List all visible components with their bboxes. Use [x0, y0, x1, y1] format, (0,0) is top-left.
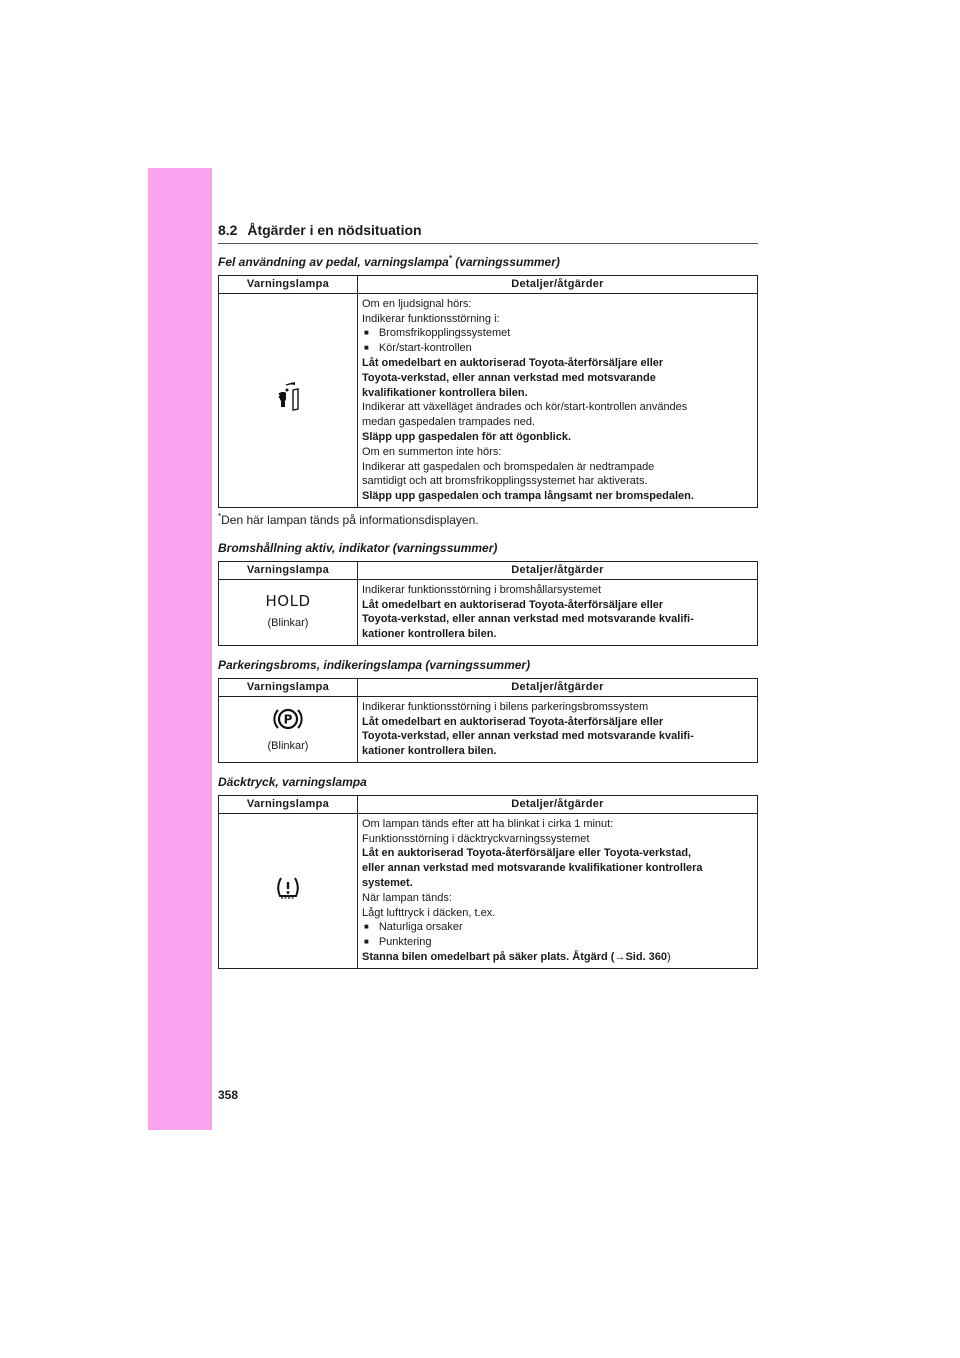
detail-line: samtidigt och att bromsfrikopplingssystemet har aktiverats.: [362, 475, 648, 488]
table-header-row: [219, 276, 758, 294]
parking-brake-table: [218, 678, 758, 763]
side-color-strip: [148, 168, 212, 1130]
detail-line: Indikerar funktionsstörning i bromshållarsystemet: [362, 583, 602, 596]
lamp-column-header: Varningslampa: [219, 276, 358, 294]
detail-line: medan gaspedalen trampades ned.: [362, 416, 536, 429]
detail-line: Indikerar funktionsstörning i bilens parkeringsbromssystem: [362, 700, 649, 713]
hold-indicator-icon: HOLD: [265, 591, 311, 610]
table1-footnote-mark: *: [448, 254, 452, 263]
section-number: 8.2: [218, 222, 238, 238]
details-cell: [358, 813, 758, 968]
section-title: Åtgärder i en nödsituation: [247, 222, 422, 238]
lamp-cell: [219, 813, 358, 968]
page-number: 358: [218, 1088, 239, 1102]
table4-title: Däcktryck, varningslampa: [218, 774, 367, 789]
table3-title: Parkeringsbroms, indikeringslampa (varningssummer): [218, 657, 531, 672]
tire-pressure-warning-icon: [273, 875, 303, 906]
footnote: [218, 512, 758, 527]
detail-line: ■ Naturliga orsaker: [362, 920, 753, 935]
table-header-row: [219, 795, 758, 813]
details-column-header: Detaljer/åtgärder: [358, 276, 758, 294]
table1-title-suffix: (varningssummer): [455, 255, 560, 269]
svg-text:P: P: [283, 712, 293, 727]
details-column-header: Detaljer/åtgärder: [358, 561, 758, 579]
blink-note: (Blinkar): [267, 740, 309, 753]
detail-line: Lågt lufttryck i däcken, t.ex.: [362, 906, 496, 919]
table1-title-text: Fel användning av pedal, varningslampa: [218, 255, 449, 269]
details-lines: [362, 817, 753, 950]
detail-line: Indikerar funktionsstörning i:: [362, 312, 500, 325]
lamp-column-header: Varningslampa: [219, 678, 358, 696]
detail-line: Om lampan tänds efter att ha blinkat i cirka 1 minut:: [362, 817, 614, 830]
details-cell: [358, 579, 758, 645]
detail-line: Toyota-verkstad, eller annan verkstad med motsvarande kvalifi-: [362, 613, 694, 626]
detail-line: Indikerar att gaspedalen och bromspedalen är nedtrampade: [362, 460, 655, 473]
detail-line: kvalifikationer kontrollera bilen.: [362, 386, 528, 399]
action-end: ): [667, 950, 671, 963]
detail-line: Släpp upp gaspedalen för att ögonblick.: [362, 430, 572, 443]
detail-line: kationer kontrollera bilen.: [362, 745, 497, 758]
detail-line: Om en summerton inte hörs:: [362, 445, 502, 458]
detail-line: Funktionsstörning i däcktryckvarningssystemet: [362, 832, 590, 845]
detail-line: eller annan verkstad med motsvarande kvalifikationer kontrollera: [362, 862, 703, 875]
detail-line: När lampan tänds:: [362, 891, 452, 904]
lamp-cell: [219, 293, 358, 507]
footnote-text: Den här lampan tänds på informationsdisplayen.: [221, 512, 479, 527]
detail-line: Släpp upp gaspedalen och trampa långsamt ner bromspedalen.: [362, 490, 694, 503]
table1-title: [218, 254, 758, 269]
details-cell: [358, 696, 758, 762]
detail-line: Låt omedelbart en auktoriserad Toyota-återförsäljare eller: [362, 356, 664, 369]
detail-line: Toyota-verkstad, eller annan verkstad med motsvarande: [362, 371, 656, 384]
detail-line: ■ Kör/start-kontrollen: [362, 341, 753, 356]
detail-line: systemet.: [362, 876, 413, 889]
footnote-mark: *: [218, 511, 222, 521]
brake-hold-table: [218, 561, 758, 646]
detail-line: Låt en auktoriserad Toyota-återförsäljare eller Toyota-verkstad,: [362, 847, 692, 860]
blink-note: (Blinkar): [267, 617, 309, 630]
table-row: [219, 293, 758, 507]
detail-line: Låt omedelbart en auktoriserad Toyota-återförsäljare eller: [362, 598, 664, 611]
detail-line: ■ Punktering: [362, 935, 753, 950]
action-line: [362, 950, 753, 965]
details-lines: [362, 297, 753, 504]
lamp-column-header: Varningslampa: [219, 561, 358, 579]
details-cell: [358, 293, 758, 507]
detail-line: Om en ljudsignal hörs:: [362, 297, 472, 310]
details-lines: [362, 700, 753, 759]
page-content: [218, 222, 758, 981]
table-row: [219, 813, 758, 968]
pedal-warning-table: [218, 275, 758, 508]
details-lines: [362, 583, 753, 642]
table-row: [219, 579, 758, 645]
lamp-column-header: Varningslampa: [219, 795, 358, 813]
lamp-cell: [219, 696, 358, 762]
action-text: Stanna bilen omedelbart på säker plats. Åtgärd (: [362, 950, 615, 963]
detail-line: kationer kontrollera bilen.: [362, 628, 497, 641]
detail-line: Låt omedelbart en auktoriserad Toyota-återförsäljare eller: [362, 715, 664, 728]
detail-line: Toyota-verkstad, eller annan verkstad med motsvarande kvalifi-: [362, 730, 694, 743]
details-column-header: Detaljer/åtgärder: [358, 678, 758, 696]
parking-brake-icon: [273, 705, 303, 738]
arrow-icon: →: [614, 950, 626, 963]
lamp-cell: [219, 579, 358, 645]
page-reference-link[interactable]: Sid. 360: [625, 950, 668, 963]
table-row: [219, 696, 758, 762]
detail-line: ■ Bromsfrikopplingssystemet: [362, 326, 753, 341]
table-header-row: [219, 561, 758, 579]
tire-pressure-table: [218, 795, 758, 969]
table-header-row: [219, 678, 758, 696]
table2-title: Bromshållning aktiv, indikator (varningssummer): [218, 540, 498, 555]
section-header: [218, 222, 758, 244]
details-column-header: Detaljer/åtgärder: [358, 795, 758, 813]
detail-line: Indikerar att växelläget ändrades och kör/start-kontrollen användes: [362, 401, 688, 414]
pedal-misuse-warning-icon: [271, 381, 305, 420]
